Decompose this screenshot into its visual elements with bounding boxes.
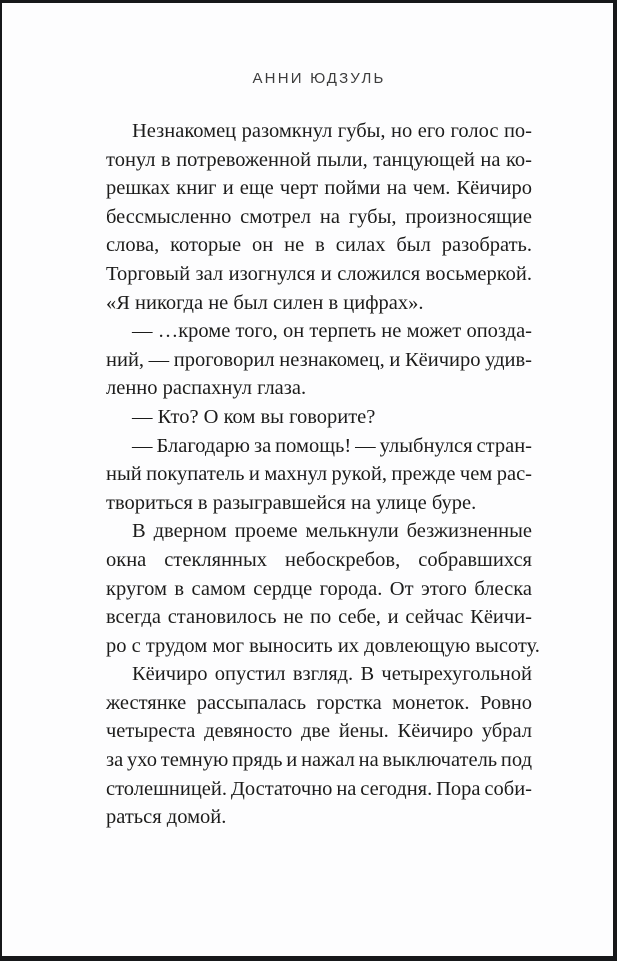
text-line: жестянке рассыпалась горстка монеток. Ровно [106, 691, 532, 714]
text-line: ро с трудом мог выносить их довлеющую высоту. [106, 634, 540, 657]
paragraph [106, 517, 540, 660]
text-line: ний, — проговорил незнакомец, и Кёичиро удив- [106, 348, 532, 371]
text-line: ный покупатель и махнул рукой, прежде чем рас- [106, 463, 532, 486]
text-line: слова, которые он не в силах был разобрать. [106, 234, 532, 257]
text-line: твориться в разыгравшейся на улице буре. [106, 491, 477, 514]
text-line: В дверном проеме мелькнули безжизненные [132, 520, 532, 543]
text-block [106, 117, 540, 832]
paragraph [106, 403, 532, 432]
text-line: окна стеклянных небоскребов, собравшихся [106, 548, 532, 571]
text-line: четыреста девяносто две йены. Кёичиро убрал [106, 720, 532, 743]
text-line: «Я никогда не был силен в цифрах». [106, 291, 424, 314]
text-line: за ухо темную прядь и нажал на выключатель под [106, 749, 532, 772]
paragraph [106, 317, 532, 403]
text-line: раться домой. [106, 806, 227, 829]
text-line: — Кто? О ком вы говорите? [132, 405, 376, 428]
text-line: Кёичиро опустил взгляд. В четырехугольной [132, 663, 532, 686]
text-line: кругом в самом сердце города. От этого блеска [106, 577, 532, 600]
text-line: решках книг и еще черт пойми на чем. Кёичиро [106, 177, 532, 200]
text-line: бессмысленно смотрел на губы, произносящие [106, 205, 532, 228]
text-line: ленно распахнул глаза. [106, 377, 307, 400]
text-line: столешницей. Достаточно на сегодня. Пора соби- [106, 777, 532, 800]
text-line: тонул в потревоженной пыли, танцующей на ко- [106, 148, 532, 171]
text-line: всегда становилось не по себе, и сейчас Кёичи- [106, 606, 532, 629]
paragraph [106, 117, 532, 317]
paragraph [106, 432, 532, 518]
text-line: — …кроме того, он терпеть не может опозда- [132, 320, 532, 343]
text-line: Незнакомец разомкнул губы, но его голос по- [132, 120, 532, 142]
paragraph [106, 660, 532, 832]
text-line: Торговый зал изогнулся и сложился восьмеркой. [106, 262, 532, 285]
text-line: — Благодарю за помощь! — улыбнулся стран- [132, 434, 532, 457]
running-header: АННИ ЮДЗУЛЬ [252, 70, 386, 87]
